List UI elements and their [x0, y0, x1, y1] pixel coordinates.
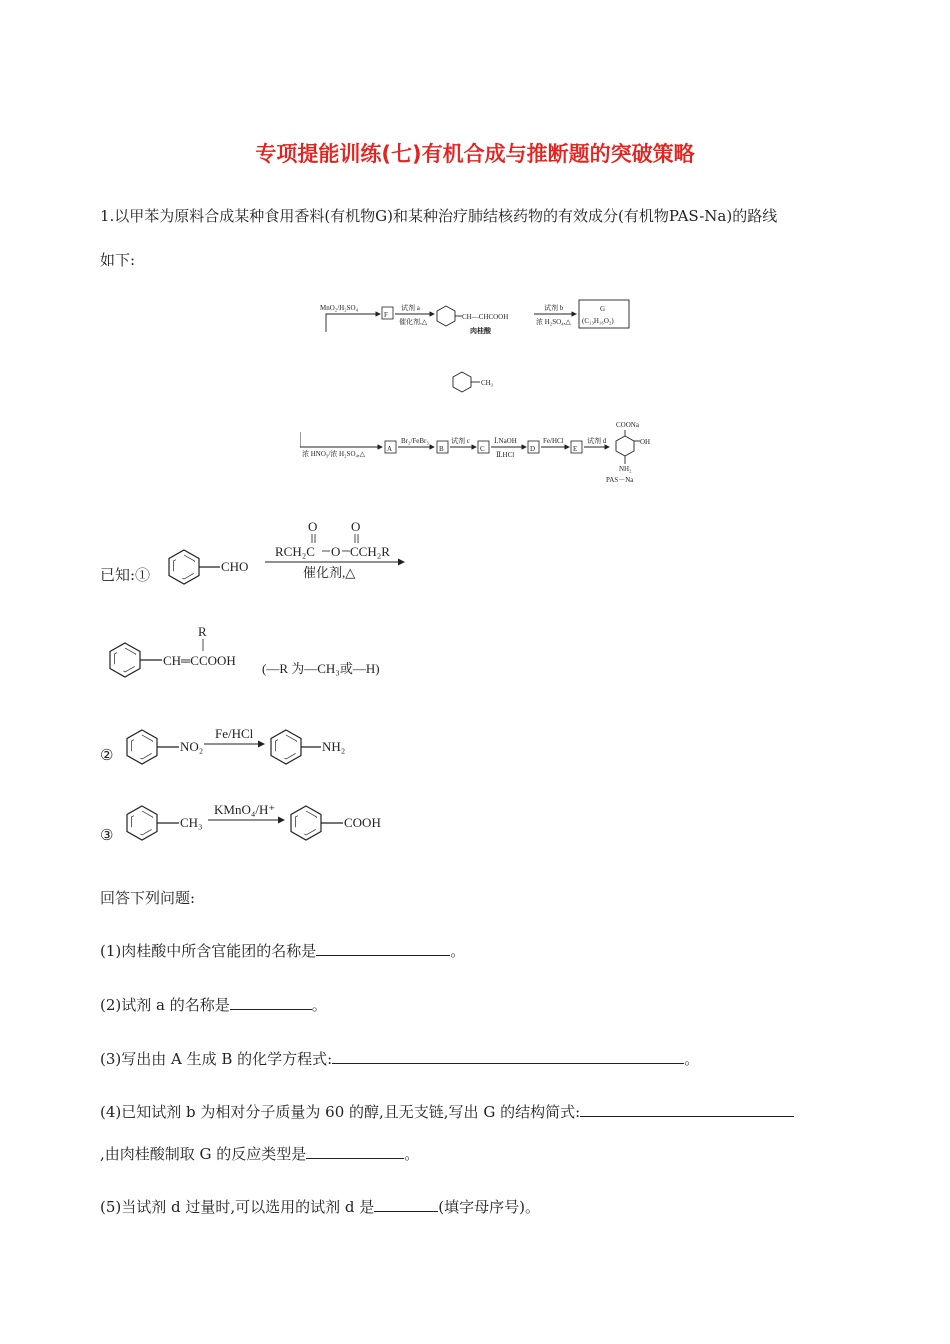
reagent-fe-hcl: Fe/HCl — [543, 437, 564, 445]
known-label-1: 已知:① — [100, 566, 151, 584]
carboxyl-group: COOH — [344, 815, 381, 830]
answer-blank-5[interactable] — [306, 1144, 404, 1159]
question-4-cont — [100, 1144, 419, 1164]
product-chain: CH═CCOOH — [163, 653, 236, 668]
known-reaction-3 — [118, 798, 398, 846]
question-2-text: (2)试剂 a 的名称是 — [100, 996, 230, 1014]
known-reaction-1 — [160, 515, 420, 590]
known-reaction-2 — [118, 722, 358, 767]
arrow-to-A — [300, 432, 382, 447]
reagent-br2: Br₂/FeBr₃ — [401, 437, 429, 445]
reagent-fe-hcl: Fe/HCl — [215, 726, 254, 741]
answer-blank-2[interactable] — [230, 995, 312, 1010]
question-1-intro-cont: 如下: — [100, 251, 136, 269]
question-1-text: (1)肉桂酸中所含官能团的名称是 — [100, 942, 317, 960]
question-2-end: 。 — [311, 996, 327, 1014]
anhydride-bridge-o: O — [331, 544, 341, 559]
question-2 — [100, 995, 327, 1015]
pasna-nh2: NH₂ — [619, 465, 632, 473]
anhydride-right: CCH₂R — [350, 544, 390, 559]
cinnamic-acid-chain: CH—CHCOOH — [462, 313, 509, 321]
benzene-ring-icon — [453, 372, 471, 392]
label-F: F — [384, 311, 388, 319]
question-3-text: (3)写出由 A 生成 B 的化学方程式: — [100, 1050, 333, 1068]
anhydride-left: RCH₂C — [275, 544, 315, 559]
reagent-mno2: MnO₂/H₂SO₄ — [320, 304, 359, 312]
reagent-nitration: 浓 HNO₃/浓 H₂SO₄,△ — [302, 450, 366, 458]
anhydride-carbonyl-o-1: O — [308, 519, 318, 534]
reagent-kmno4: KMnO₄/H⁺ — [214, 802, 276, 817]
label-D: D — [530, 445, 536, 453]
reagent-c: 试剂 c — [451, 437, 470, 445]
known-label-2: ② — [100, 746, 114, 764]
reagent-a: 试剂 a — [401, 304, 420, 312]
reagent-b-condition: 浓 H₂SO₄,△ — [536, 318, 571, 326]
question-3 — [100, 1049, 699, 1069]
label-A: A — [387, 445, 393, 453]
question-1 — [100, 941, 465, 961]
catalyst-label: 催化剂,△ — [399, 318, 428, 326]
amino-group: NH₂ — [322, 739, 346, 754]
label-B: B — [439, 445, 444, 453]
pasna-label: PAS－Na — [606, 476, 634, 484]
reagent-d: 试剂 d — [587, 437, 607, 445]
r-group-note: (—R 为—CH₃或—H) — [262, 661, 380, 676]
cinnamic-acid-label: 肉桂酸 — [470, 327, 491, 335]
step-hcl: Ⅱ.HCl — [496, 451, 515, 459]
question-4 — [100, 1102, 794, 1122]
synthesis-scheme — [300, 290, 660, 495]
substituent-r: R — [198, 624, 207, 639]
question-5-text: (5)当试剂 d 过量时,可以选用的试剂 d 是 — [100, 1198, 375, 1216]
question-4-text: (4)已知试剂 b 为相对分子质量为 60 的醇,且无支链,写出 G 的结构简式: — [100, 1103, 581, 1121]
arrow-to-F — [326, 314, 380, 332]
question-5-end: (填字母序号)。 — [438, 1198, 541, 1216]
known-reaction-1-product — [100, 620, 410, 700]
catalyst-heat: 催化剂,△ — [303, 565, 356, 580]
question-4b-text: ,由肉桂酸制取 G 的反应类型是 — [100, 1145, 307, 1163]
answer-blank-1[interactable] — [316, 941, 450, 956]
label-E: E — [573, 445, 578, 453]
question-1-intro: 1.以甲苯为原料合成某种食用香料(有机物G)和某种治疗肺结核药物的有效成分(有机物PAS-Na)的路线 — [100, 207, 778, 225]
nitro-group: NO₂ — [180, 739, 204, 754]
pasna-coona: COONa — [616, 421, 639, 429]
known-label-3: ③ — [100, 826, 114, 844]
benzene-ring-icon — [616, 436, 634, 456]
pasna-oh: OH — [640, 438, 651, 446]
question-1-end: 。 — [450, 942, 466, 960]
G-formula: (C₁₃H₁₆O₂) — [582, 317, 614, 325]
benzene-ring-icon — [437, 306, 455, 326]
methyl-group: CH₃ — [180, 815, 203, 830]
question-3-end: 。 — [684, 1050, 700, 1068]
anhydride-carbonyl-o-2: O — [351, 519, 361, 534]
answer-intro: 回答下列问题: — [100, 889, 196, 907]
answer-blank-4[interactable] — [580, 1102, 794, 1117]
question-5 — [100, 1197, 540, 1217]
label-G: G — [600, 305, 606, 313]
toluene-methyl: CH₃ — [481, 379, 494, 387]
step-naoh: Ⅰ.NaOH — [494, 437, 517, 445]
question-4b-end: 。 — [404, 1145, 420, 1163]
answer-blank-3[interactable] — [332, 1049, 684, 1064]
reagent-b: 试剂 b — [544, 304, 564, 312]
page-title: 专项提能训练(七)有机合成与推断题的突破策略 — [255, 142, 695, 166]
answer-blank-6[interactable] — [374, 1197, 438, 1212]
aldehyde-group: CHO — [221, 559, 249, 574]
label-C: C — [480, 445, 485, 453]
